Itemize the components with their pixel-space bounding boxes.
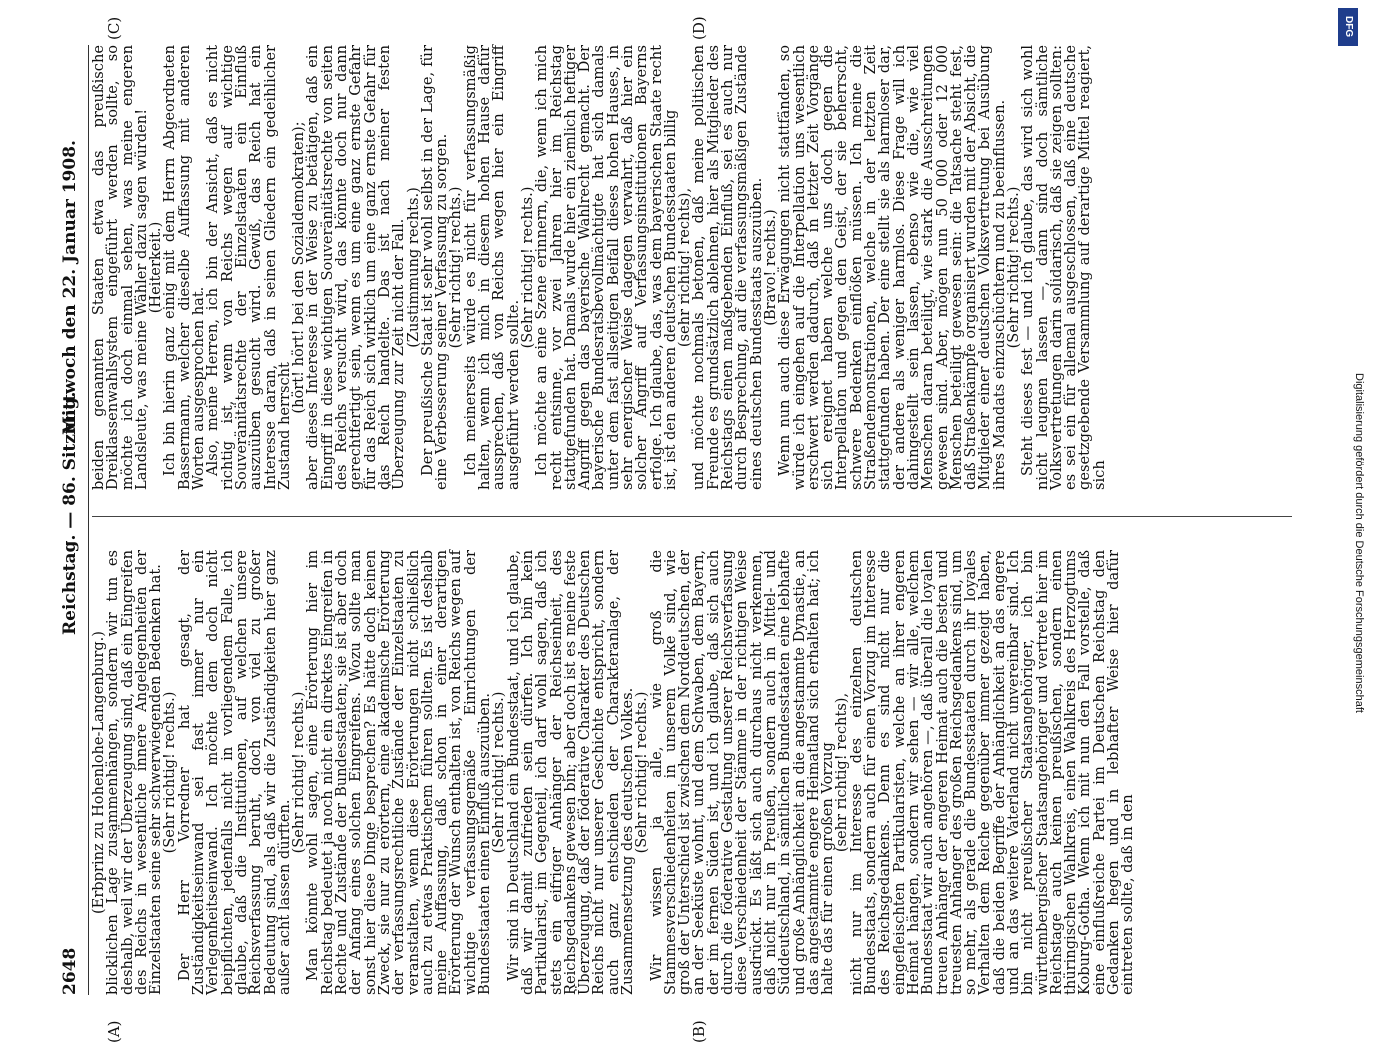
right-column (92, 45, 1297, 490)
interjection: (sehr richtig! rechts), (833, 692, 851, 853)
interjection: (Sehr richtig! rechts.) (633, 691, 651, 854)
marker-d: (D) (690, 16, 708, 40)
paragraph: Ich meinerseits würde es nicht für verfassungsmäßig halten, wenn ich mich in diesem hohen Hause dafür aussprechen, daß von Reichs wegen hier ein Eingriff ausgeführt werden sollte. (461, 45, 522, 490)
page-number: 2648 (60, 947, 80, 995)
interjection: (Sehr richtig! rechts.) (447, 186, 465, 349)
marker-b: (B) (690, 1020, 708, 1043)
interjection: (Sehr richtig! rechts.) (290, 691, 308, 854)
interjection: (sehr richtig! rechts), (676, 187, 694, 348)
page-header (60, 45, 82, 995)
interjection: (Sehr richtig! rechts.) (161, 691, 179, 854)
digitization-note: Digitalisierung gefördert durch die Deutsche Forschungsgemeinschaft (1353, 372, 1365, 713)
paragraph: Ich möchte an eine Szene erinnern, die, wenn ich mich recht entsinne, vor zwei Jahren hier im Reichstag stattgefunden hat. Damals wurde hier ein ziemlich heftiger Angriff gegen das bayerische Wahlrecht gemacht. Der bayerische Bundesratsbevollmächtigte hat sich damals unter dem fast allseitigen Beifall dieses hohen Hauses, in sehr energischer Weise dagegen verwahrt, daß hier ein solcher Angriff auf Verfassungsinstitutionen Bayerns erfolge. Ich glaube, das, was dem bayerischen Staate recht ist, ist den anderen deutschen Bundesstaaten billig (533, 45, 679, 490)
rotated-page (60, 16, 1300, 1043)
marker-a: (A) (105, 1020, 123, 1043)
paragraph: Also, meine Herren, ich bin der Ansicht, daß es nicht richtig ist, wenn von Reichs wegen auf wichtige Souveränitätsrechte der Einzelstaaten ein Einfluß auszuüben gesucht wird. Gewiß, das Reich hat ein Interesse daran, daß in seinen Gliedern ein gedeihlicher Zustand herrscht (204, 45, 293, 490)
dfg-logo: DFG (1338, 8, 1358, 46)
left-column (92, 550, 1297, 995)
paragraph: Ich bin hierin ganz einig mit dem Herrn Abgeordneten Bassermann, welcher dieselbe Auffassung mit anderen Worten ausgesprochen hat. (161, 45, 208, 490)
interjection: (Bravo! rechts.) (761, 209, 779, 326)
paragraph: nicht nur im Interesse des einzelnen deutschen Bundesstaats, sondern auch für einen Vorzug im Interesse des Reichsgedankens. Denn es sind nicht nur die eingefleischten Partikularisten, welche an ihrer engeren Heimat hängen, sondern wir sehen — wir alle, welchem Bundesstaat wir auch angehören —, daß überall die loyalen treuen Anhänger der engeren Heimat auch die besten und treuesten Anhänger des großen Reichsgedankens sind, um so mehr, als gerade die Bundesstaaten durch ihr loyales Verhalten dem Reiche gegenüber immer gezeigt haben, daß die beiden Begriffe der Anhänglichkeit an das engere und an das weitere Vaterland nicht unvereinbar sind. Ich bin nicht preußischer Staatsangehöriger, ich bin württembergischer Staatsangehöriger und vertrete hier im Reichstage auch keinen preußischen, sondern einen thüringischen Wahlkreis, einen Wahlkreis des Herzogtums Koburg-Gotha. Wenn ich mit nun den Fall vorstelle, daß eine einflußreiche Partei im Deutschen Reichstag den Gedanken hegen und in lebhafter Weise hier dafür eintreten sollte, daß in den (847, 550, 1137, 995)
interjection: (Sehr richtig! rechts.) (490, 691, 508, 854)
interjection: (Sehr richtig! rechts.) (518, 186, 536, 349)
paragraph: Steht dieses fest — und ich glaube, das wird sich wohl nicht leugnen lassen —, dann sind doch sämtliche Volksvertretungen darin solidarisch, daß sie zeigen sollten: es sei ein für allemal ausgeschlossen, daß eine deutsche gesetzgebende Versammlung auf derartige Mittel reagiert, sich (1019, 45, 1108, 490)
paragraph: blicklichen Lage zusammenhängen, sondern wir tun es deshalb, weil wir der Überzeugung sind, daß ein Eingreifen des Reichs in wesentliche innere Angelegenheiten der Einzelstaaten seine sehr schwerwiegenden Bedenken hat. (104, 550, 165, 995)
paragraph: und möchte nochmals betonen, daß meine politischen Freunde es grundsätzlich ablehnen, hier als Mitglieder des Reichstags einen maßgebenden Einfluß, sei es auch nur durch Besprechung, auf die verfassungsmäßigen Zustände eines deutschen Bundesstaats auszuüben. (690, 45, 765, 490)
paragraph: beiden genannten Staaten etwa das preußische Dreiklassenwahlsystem eingeführt werden sollte, so möchte ich doch einmal sehen, was meine engeren Landsleute, was meine Wähler dazu sagen würden! (90, 45, 150, 490)
session-title: Reichstag. — 86. Sitzung. (60, 391, 80, 635)
paragraph: Man könnte wohl sagen, eine Erörterung hier im Reichstag bedeutet ja noch nicht ein direktes Eingreifen in Rechte und Zustände der Bundesstaaten; sie ist aber doch der Anfang eines solchen Eingreifens. Wozu sollte man sonst hier diese Dinge besprechen? Es hätte doch keinen Zweck, sie nur zu erörtern, eine akademische Erörterung der verfassungsrechtliche Zustände der Einzelstaaten zu veranstalten, wenn diese Erörterungen nicht schließlich auch zu etwas Praktischem führen sollten. Es ist deshalb meine Auffassung, daß schon in einer derartigen Erörterung der Wunsch enthalten ist, von Reichs wegen auf wichtige verfassungsgemäße Einrichtungen der Bundesstaaten einen Einfluß auszuüben. (304, 550, 494, 995)
paragraph: Wir sind in Deutschland ein Bundesstaat, und ich glaube, daß wir damit zufrieden sein dürfen. Ich bin kein Partikularist, im Gegenteil, ich darf wohl sagen, daß ich stets ein eifriger Anhänger der Reichseinheit, des Reichsgedankens gewesen bin; aber doch ist es meine feste Überzeugung, daß der föderative Charakter des Deutschen Reichs nicht nur unserer Geschichte entspricht, sondern auch ganz entschieden der Charakteranlage, der Zusammensetzung des deutschen Volkes. (504, 550, 636, 995)
paragraph: Der Herr Vorredner hat gesagt, der Zuständigkeitseinwand sei fast immer nur ein Verlegenheitseinwand. Ich möchte dem doch nicht beipflichten, jedenfalls nicht in vorliegendem Falle, ich glaube, daß die Institutionen, auf welchen unsere Reichsverfassung beruht, doch von viel zu großer Bedeutung sind, als daß wir die Zuständigkeiten hier ganz außer acht lassen dürften. (175, 550, 293, 995)
paragraph: Der preußische Staat ist sehr wohl selbst in der Lage, für eine Verbesserung seiner Verfassung zu sorgen. (418, 45, 451, 490)
paragraph: aber dieses Interesse in der Weise zu betätigen, daß ein Eingriff in diese wichtigen Souveränitätsrechte von seiten des Reichs versucht wird, das könnte doch nur dann gerechtfertigt sein, wenn es um eine ganz ernste Gefahr für das Reich sich wirklich um eine ganz ernste Gefahr für das Reich handelte. Das ist nach meiner festen Überzeugung zur Zeit nicht der Fall. (304, 45, 408, 490)
interjection: (Sehr richtig! rechts.) (1005, 186, 1022, 349)
interjection: (Zustimmung rechts.) (404, 187, 422, 348)
interjection: (Heiterkeit.) (147, 221, 165, 314)
session-date: Mittwoch den 22. Januar 1908. (60, 140, 80, 435)
interjection: (hört! hört! bei den Sozialdemokraten); (290, 121, 308, 414)
paragraph: Wir wissen ja alle, wie groß die Stammesverschiedenheiten in unserem Volke sind, wie groß der Unterschied ist zwischen dem Norddeutschen, der an der Seeküste wohnt, und dem Schwaben, dem Bayern, der im fernen Süden ist, und ich glaube, daß sich auch durch die föderative Gestaltung unserer Reichsverfassung diese Verschiedenheit der Stämme in der richtigen Weise ausdrückt. Es läßt sich auch durchaus nicht verkennen, daß nicht nur in Preußen, sondern auch in Mittel- und Süddeutschland, in sämtlichen Bundesstaaten eine lebhafte und große Anhänglichkeit an die angestammte Dynastie, an das angestammte engere Heimatland sich erhalten hat; ich halte das für einen großen Vorzug (647, 550, 837, 995)
header-rule (88, 45, 89, 995)
column-separator (92, 516, 1292, 517)
marker-c: (C) (105, 16, 123, 40)
interjection: (Erbprinz zu Hohenlohe-Langenburg.) (90, 630, 107, 915)
paragraph: Wenn nun auch diese Erwägungen nicht stattfänden, so würde ich eingehen auf die Interpellation uns wesentlich erschwert werden dadurch, daß in letzter Zeit Vorgänge sich ereignet haben welche uns doch gegen die Interpellation und gegen den Geist, der sie beherrscht, schwere Bedenken einflößen müssen. Ich meine die Straßendemonstrationen, welche in der letzten Zeit stattgefunden haben. Der eine stellt sie als harmloser dar, der andere als weniger harmlos. Diese Frage will ich dahingestellt sein lassen, ebenso wie die, wie viel Menschen daran beteiligt, wie stark die Ausschreitungen gewesen sind. Aber, mögen nun 50 000 oder 12 000 Menschen beteiligt gewesen sein: die Tatsache steht fest, daß Straßenkämpfe organisiert wurden mit der Absicht, die Mitglieder einer deutschen Volksvertretung bei Ausübung ihres Mandats einzuschüchtern und zu beeinflussen. (776, 45, 1008, 490)
